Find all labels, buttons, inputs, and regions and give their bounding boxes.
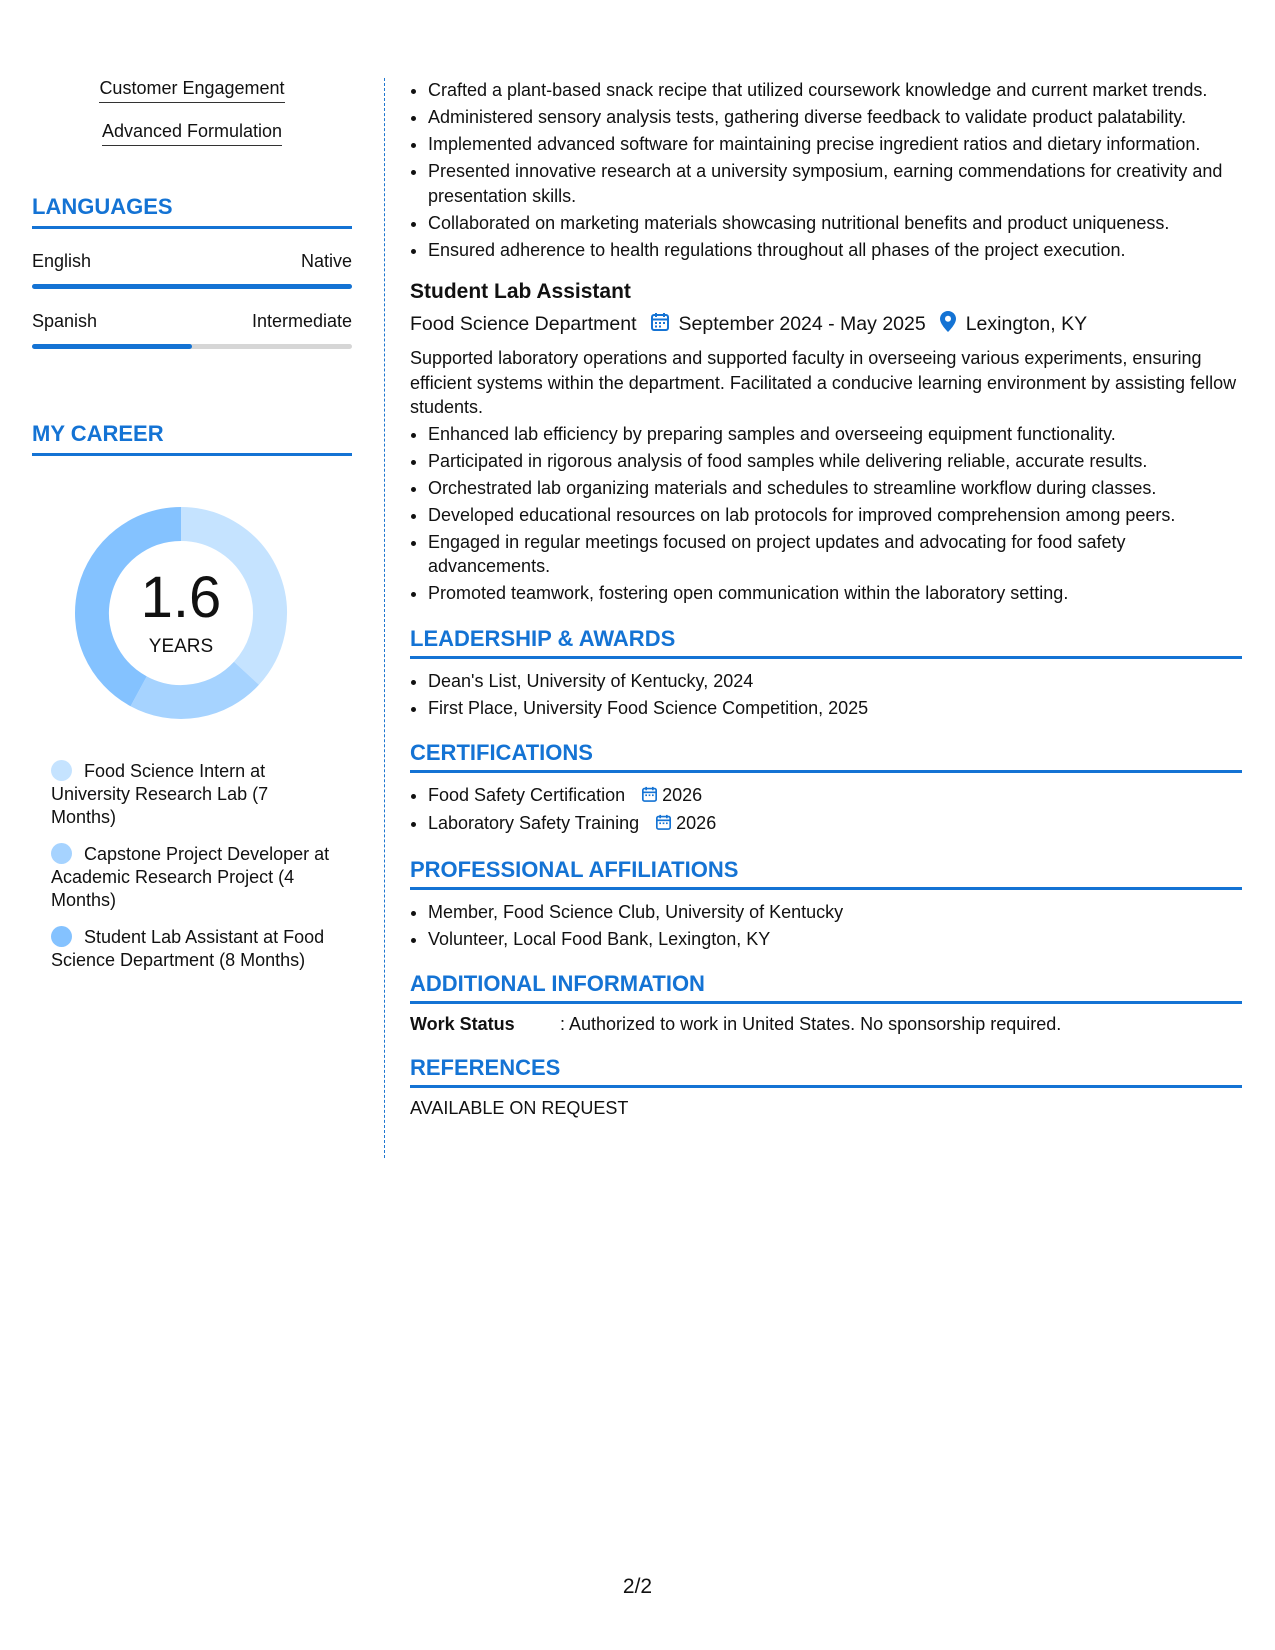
career-heading: MY CAREER xyxy=(32,421,352,456)
job-title: Student Lab Assistant xyxy=(410,280,631,303)
sidebar xyxy=(32,78,352,986)
column-divider xyxy=(384,78,385,1158)
career-legend-label: Student Lab Assistant at Food Science Department (8 Months) xyxy=(51,927,325,970)
job-meta xyxy=(410,311,1242,338)
cert-date: 2026 xyxy=(676,813,717,833)
languages-heading: LANGUAGES xyxy=(32,194,352,229)
language-level: Native xyxy=(300,251,352,271)
calendar-icon xyxy=(651,312,669,337)
language-proficiency-bar xyxy=(32,344,352,349)
legend-dot xyxy=(51,926,72,947)
career-total-unit: YEARS xyxy=(148,636,214,657)
career-donut-chart xyxy=(66,498,296,728)
language-proficiency-fill xyxy=(32,344,192,349)
language-proficiency-fill xyxy=(32,284,352,289)
references-text: AVAILABLE ON REQUEST xyxy=(410,1098,629,1118)
career-legend-item xyxy=(51,843,331,912)
list-item: • Orchestrated lab organizing materials and schedules to streamline workflow during classes. xyxy=(428,476,1242,501)
list-item: • Administered sensory analysis tests, gathering diverse feedback to validate product palatability. xyxy=(428,105,1242,130)
page-number: 2/2 xyxy=(622,1575,653,1598)
calendar-icon xyxy=(642,784,657,809)
list-item xyxy=(428,811,1242,837)
job-location: Lexington, KY xyxy=(965,313,1088,335)
list-item xyxy=(428,783,1242,809)
legend-dot xyxy=(51,843,72,864)
list-item: • Member, Food Science Club, University of Kentucky xyxy=(428,900,1242,925)
affiliations-heading: PROFESSIONAL AFFILIATIONS xyxy=(410,857,1242,890)
list-item: • Presented innovative research at a university symposium, earning commendations for creativity and presentation skills. xyxy=(428,159,1242,208)
career-legend-item xyxy=(51,760,331,829)
list-item: • Crafted a plant-based snack recipe that utilized coursework knowledge and current market trends. xyxy=(428,78,1242,103)
list-item: • Developed educational resources on lab protocols for improved comprehension among peers. xyxy=(428,503,1242,528)
job-company: Food Science Department xyxy=(410,313,637,335)
list-item: • Implemented advanced software for maintaining precise ingredient ratios and dietary information. xyxy=(428,132,1242,157)
cert-name: Food Safety Certification xyxy=(428,785,626,805)
list-item: • First Place, University Food Science Competition, 2025 xyxy=(428,696,1242,721)
list-item: • Engaged in regular meetings focused on project updates and advocating for food safety advancements. xyxy=(428,530,1242,579)
job-dates: September 2024 - May 2025 xyxy=(678,313,926,335)
language-name: English xyxy=(32,251,92,271)
skill-item xyxy=(32,78,352,103)
list-item: • Volunteer, Local Food Bank, Lexington, KY xyxy=(428,927,1242,952)
previous-job-bullets xyxy=(410,78,1242,262)
donut-segment-1 xyxy=(139,673,247,702)
additional-info-heading: ADDITIONAL INFORMATION xyxy=(410,971,1242,1004)
affiliations-list xyxy=(410,900,1242,952)
career-legend-label: Capstone Project Developer at Academic Research Project (4 Months) xyxy=(51,844,330,910)
certifications-list xyxy=(410,783,1242,837)
calendar-icon xyxy=(656,812,671,837)
list-item: • Participated in rigorous analysis of food samples while delivering reliable, accurate results. xyxy=(428,449,1242,474)
list-item: • Promoted teamwork, fostering open communication within the laboratory setting. xyxy=(428,581,1242,606)
career-legend-item xyxy=(51,926,331,972)
language-level: Intermediate xyxy=(251,311,352,331)
work-status-label: Work Status xyxy=(410,1014,515,1034)
list-item: • Ensured adherence to health regulations throughout all phases of the project execution. xyxy=(428,238,1242,263)
main-content xyxy=(410,78,1242,1119)
list-item: • Enhanced lab efficiency by preparing samples and overseeing equipment functionality. xyxy=(428,422,1242,447)
language-name: Spanish xyxy=(32,311,98,331)
skill-label: Advanced Formulation xyxy=(102,121,282,146)
job-description: Supported laboratory operations and supported faculty in overseeing various experiments, ensuring efficient systems within the department. Facilitated a conducive learning environment by assisting fellow students. xyxy=(410,348,1237,417)
leadership-list xyxy=(410,669,1242,721)
skill-label: Customer Engagement xyxy=(99,78,284,103)
cert-date: 2026 xyxy=(662,785,703,805)
language-item xyxy=(32,311,352,349)
job-bullets xyxy=(410,422,1242,606)
language-proficiency-bar xyxy=(32,284,352,289)
career-legend-label: Food Science Intern at University Research Lab (7 Months) xyxy=(51,761,269,827)
map-pin-icon xyxy=(940,311,956,338)
work-status-row xyxy=(410,1014,1242,1035)
list-item: • Dean's List, University of Kentucky, 2024 xyxy=(428,669,1242,694)
career-total-value: 1.6 xyxy=(140,565,222,630)
language-item xyxy=(32,251,352,289)
leadership-heading: LEADERSHIP & AWARDS xyxy=(410,626,1242,659)
legend-dot xyxy=(51,760,72,781)
certifications-heading: CERTIFICATIONS xyxy=(410,740,1242,773)
skill-item xyxy=(32,121,352,146)
cert-name: Laboratory Safety Training xyxy=(428,813,640,833)
references-heading: REFERENCES xyxy=(410,1055,1242,1088)
list-item: • Collaborated on marketing materials showcasing nutritional benefits and product uniqueness. xyxy=(428,211,1242,236)
work-status-value: : Authorized to work in United States. No sponsorship required. xyxy=(560,1014,1062,1034)
